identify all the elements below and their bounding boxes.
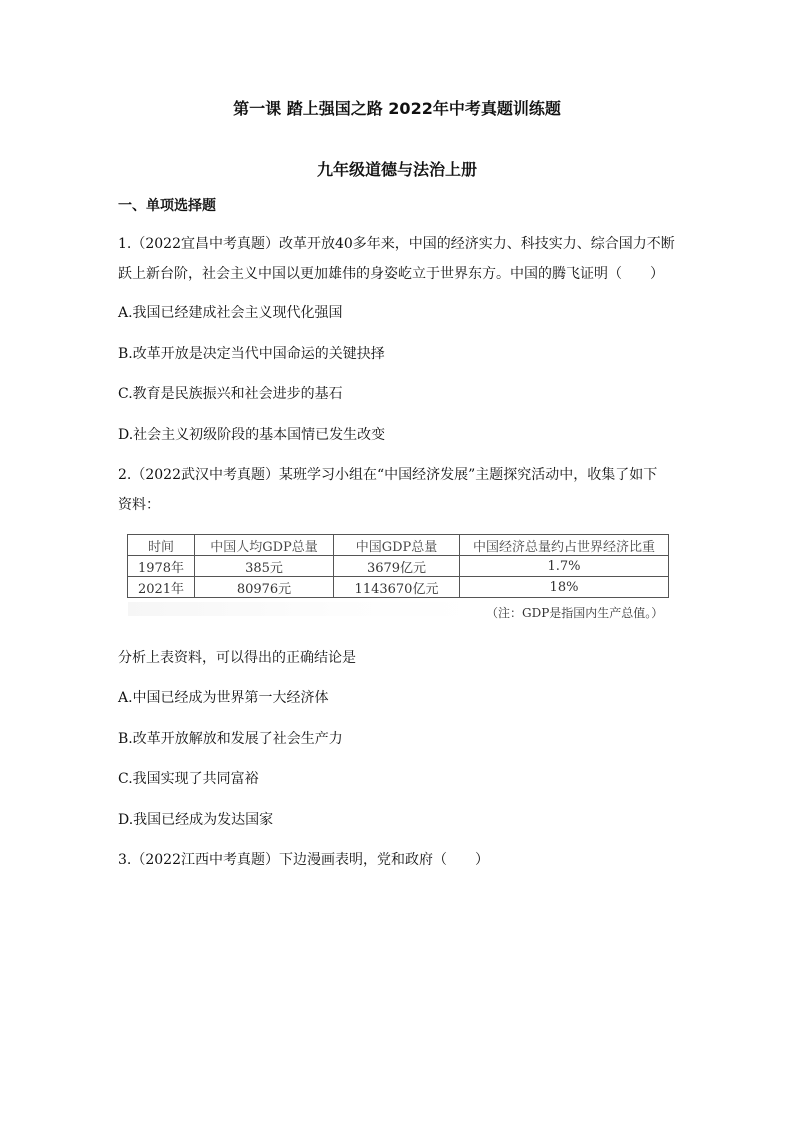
table-row bbox=[128, 577, 669, 598]
q1-option-c: C.教育是民族振兴和社会进步的基石 bbox=[118, 386, 343, 402]
table-cell: 80976元 bbox=[195, 577, 334, 598]
q2-option-c: C.我国实现了共同富裕 bbox=[118, 771, 259, 787]
table-cell: 3679亿元 bbox=[334, 556, 460, 577]
gdp-data-table bbox=[127, 534, 669, 598]
table-header-cell: 时间 bbox=[128, 535, 195, 556]
table-header-row bbox=[128, 535, 669, 556]
q2-option-d: D.我国已经成为发达国家 bbox=[118, 812, 274, 828]
q1-option-b: B.改革开放是决定当代中国命运的关键抉择 bbox=[118, 346, 385, 362]
scan-artifact bbox=[128, 602, 478, 616]
q1-stem-line1: 1.（2022宜昌中考真题）改革开放40多年来，中国的经济实力、科技实力、综合国力不断 bbox=[118, 236, 675, 252]
q2-stem-line2: 资料： bbox=[118, 497, 160, 513]
table-cell: 385元 bbox=[195, 556, 334, 577]
table-note: （注：GDP是指国内生产总值。） bbox=[486, 606, 664, 620]
table-cell: 1.7% bbox=[460, 556, 669, 577]
section-heading: 一、单项选择题 bbox=[118, 198, 216, 214]
q3-stem: 3.（2022江西中考真题）下边漫画表明，党和政府（ ） bbox=[118, 852, 489, 868]
page-title: 第一课 踏上强国之路 2022年中考真题训练题 bbox=[233, 99, 561, 118]
table-cell: 1978年 bbox=[128, 556, 195, 577]
q1-option-d: D.社会主义初级阶段的基本国情已发生改变 bbox=[118, 427, 386, 443]
table-row bbox=[128, 556, 669, 577]
table-header-cell: 中国GDP总量 bbox=[334, 535, 460, 556]
q1-stem-line2: 跃上新台阶，社会主义中国以更加雄伟的身姿屹立于世界东方。中国的腾飞证明（ ） bbox=[118, 266, 664, 282]
table-header-cell: 中国经济总量约占世界经济比重 bbox=[460, 535, 669, 556]
q2-stem-line1: 2.（2022武汉中考真题）某班学习小组在“中国经济发展”主题探究活动中，收集了如下 bbox=[118, 467, 658, 483]
table-header-cell: 中国人均GDP总量 bbox=[195, 535, 334, 556]
q2-option-b: B.改革开放解放和发展了社会生产力 bbox=[118, 731, 343, 747]
q2-question: 分析上表资料，可以得出的正确结论是 bbox=[118, 650, 356, 666]
q2-option-a: A.中国已经成为世界第一大经济体 bbox=[118, 690, 329, 706]
table-cell: 1143670亿元 bbox=[334, 577, 460, 598]
table-cell: 18% bbox=[460, 577, 669, 598]
table-cell: 2021年 bbox=[128, 577, 195, 598]
page-subtitle: 九年级道德与法治上册 bbox=[316, 160, 477, 179]
q1-option-a: A.我国已经建成社会主义现代化强国 bbox=[118, 305, 343, 321]
